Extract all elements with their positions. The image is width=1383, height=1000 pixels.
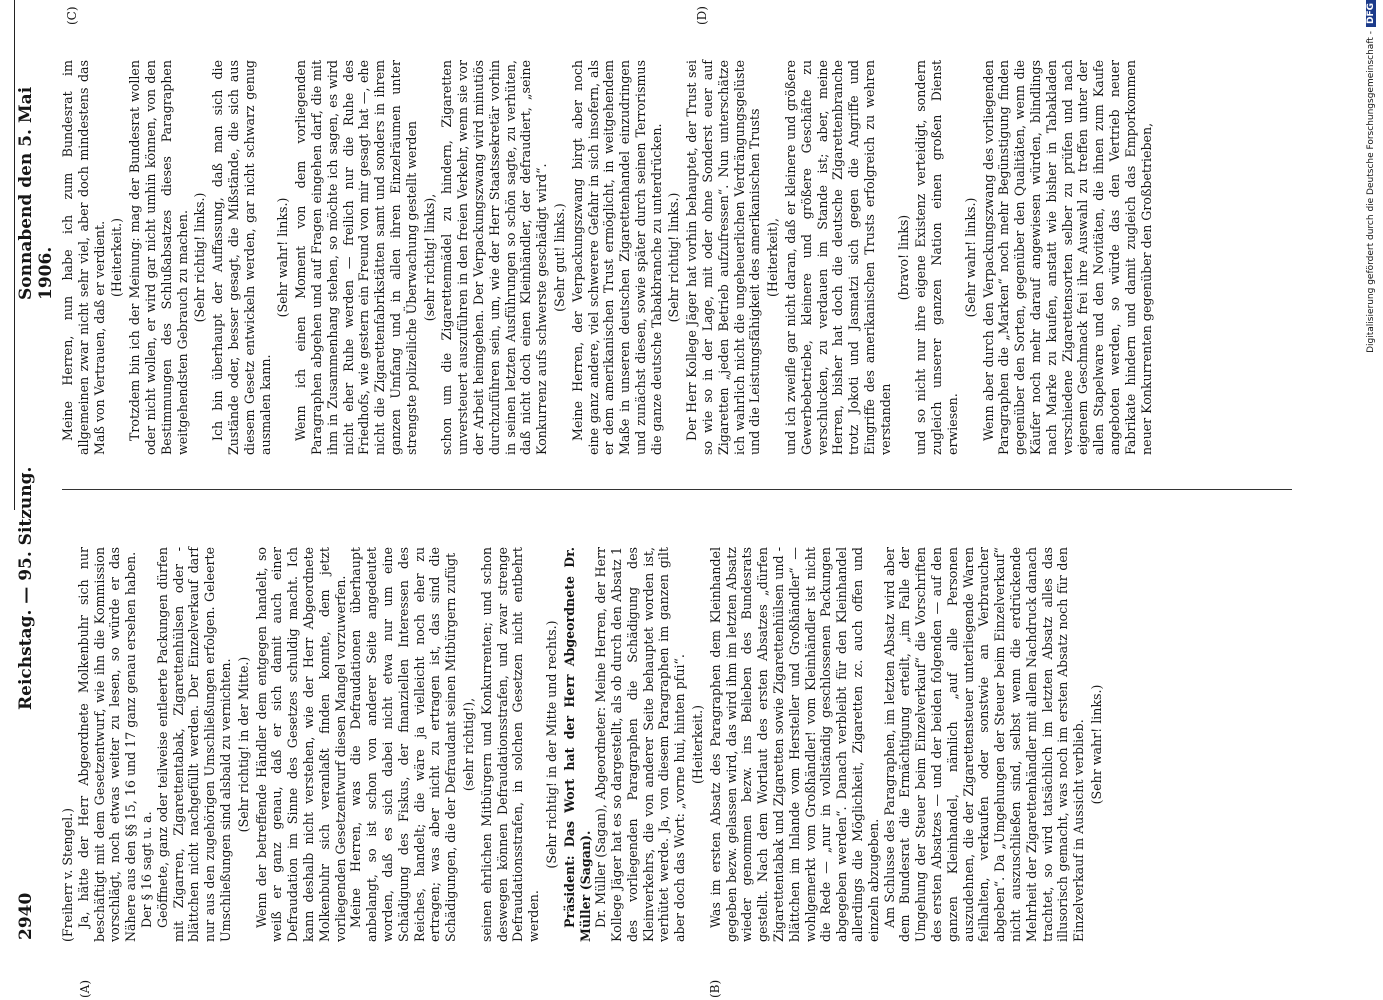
- interjection: (Sehr richtig! links.): [666, 192, 682, 323]
- speaker-line: (Freiherr v. Stengel.): [60, 807, 75, 942]
- credit-text: Digitalisierung gefördert durch die Deutsche Forschungsgemeinschaft -: [1366, 31, 1376, 353]
- interjection: (Sehr wahr! links.): [962, 197, 978, 318]
- paragraph: Was im ersten Absatz des Paragraphen dem Kleinhandel gegeben bezw. gelassen wird, das wird ihm im letzten Absatz wieder genommen bezw. ins Belieben des Bundesrats gestellt. Nach dem Wortlaut des ersten Absatzes „dürfen Zigarettentabak und Zigaretten sowie Zigarettenhülsen und -blättchen im Inlande vom Hersteller und Großhändler“ — wohlgemerkt vom Großhändler! vom Kleinhändler ist nicht die Rede — „nur in vollständig geschlossenen Packungen abgegeben werden“. Danach verbleibt für den Kleinhandel allerdings die Möglichkeit, Zigaretten zc. auch offen und einzeln abzugeben.: [707, 547, 881, 942]
- paragraph: Der Herr Kollege Jäger hat vorhin behauptet, der Trust sei so wie so in der Lage, mit oder ohne Sonderst euer auf Zigaretten „jeden Betrieb aufzufressen“. Nun unterschätze ich wahrlich nicht die ungeheuerlichen Verdrängungsgelüste und die Leistungsfähigkeit des amerikanischen Trusts: [684, 60, 763, 455]
- digitization-credit: [1366, 0, 1382, 1000]
- margin-marker-a: (A): [78, 979, 92, 998]
- paragraph: Am Schlusse des Paragraphen, im letzten Absatz wird aber dem Bundesrat die Ermächtigung erteilt, „im Falle der Umgehung der Steuer beim Einzelverkauf“ die Vorschriften des ersten Absatzes — und der beiden folgenden — auf den ganzen Kleinhandel, nämlich „auf alle Personen auszudehnen, die der Zigarettensteuer unterliegende Waren feilhalten, verkaufen oder sonstwie an Verbraucher abgeben“. Da „Umgehungen der Steuer beim Einzelverkauf“ nicht auszuschließen sind, selbst wenn die erdrückende Mehrheit der Zigarettenhändler mit allem Nachdruck danach trachtet, so wird tatsächlich im letzten Absatz alles das illusorisch gemacht, was noch im ersten Absatz noch für den Einzelverkauf in Aussicht verblieb.: [881, 547, 1087, 942]
- interjection: (bravo! links): [895, 214, 911, 301]
- interjection: (Sehr richtig! links.): [192, 192, 208, 323]
- interjection: (sehr richtig!),: [460, 697, 476, 792]
- left-column: [60, 547, 1107, 942]
- column-divider: [62, 489, 1292, 490]
- interjection: (sehr richtig! links),: [421, 193, 437, 322]
- president-line: Präsident: Das Wort hat der Herr Abgeordnete Dr. Müller (Sagan).: [561, 547, 593, 942]
- interjection: (Heiterkeit.): [690, 705, 706, 784]
- quoted-paragraph: Geöffnete, ganz oder teilweise entleerte Packungen dürfen mit Zigarren, Zigarettentabak, Zigarettenhülsen oder -blättchen nicht nachgefüllt werden. Der Einzelverkauf darf nur aus den zugehörigen Umschließungen erfolgen. Geleerte Umschließungen sind alsbald zu vernichten.: [154, 547, 233, 942]
- interjection: (Sehr gut! links.): [551, 203, 567, 312]
- paragraph: Meine Herren, was die Defraudationen überhaupt anbelangt, so ist schon von anderer Seite angedeutet worden, daß es sich dabei nicht etwa nur um eine Schädigung des Fiskus, der finanziellen Interessen des Reiches, handelt; die wäre ja vielleicht noch eher zu ertragen; was aber nicht zu ertragen ist, das sind die Schädigungen, die der Defraudant seinen Mitbürgern zufügt: [348, 547, 459, 942]
- dfg-logo: DFG: [1366, 0, 1376, 27]
- paragraph: Wenn aber durch den Verpackungszwang des vorliegenden Paragraphen die „Marken“ noch mehr Begünstigung finden gegenüber den Sorten, gegenüber den Qualitäten, wenn die Käufer noch mehr darauf angewiesen würden, blindlings nach Marke zu kaufen, anstatt wie bisher in Tabakladen verschiedene Zigarettensorten selber zu prüfen und nach eigenem Geschmack frei ihre Auswahl zu treffen unter der allen Stapelware und den Novitäten, die ihnen zum Kaufe angeboten werden, so würde das den Vertrieb neuer Fabrikate hindern und damit zugleich das Emporkommen neuer Konkurrenten gegenüber den Großbetrieben,: [980, 60, 1154, 455]
- speaker-paragraph: Dr. Müller (Sagan), Abgeordneter: Meine Herren, der Herr Kollege Jäger hat es so dargestellt, als ob durch den Absatz 1 des vorliegenden Paragraphen die Schädigung des Kleinverkehrs, die von anderer Seite behauptet worden ist, verhütet werde. Ja, von diesem Paragraphen im ganzen gilt aber doch das Wort: „vorne hui, hinten pfui“.: [593, 547, 688, 942]
- paragraph: schon um die Zigarettenmädel zu hindern, Zigaretten unversteuert auszuführen in den freien Verkehr, wenn sie vor der Arbeit heimgehen. Der Verpackungszwang wird minutiös durchzuführen sein, um, wie der Herr Staatssekretär vorhin in seinen letzten Ausführungen so schön sagte, zu verhüten, daß nicht doch einen Kleinhändler, der defraudiert, „seine Konkurrenz aufs schwerste geschädigt wird“.: [439, 60, 550, 455]
- interjection: (Sehr wahr! links.): [275, 197, 291, 318]
- interjection: (Sehr richtig! in der Mitte und rechts.): [543, 620, 559, 869]
- margin-marker-d: (D): [695, 6, 709, 25]
- paragraph: Ja, hätte der Herr Abgeordnete Molkenbuhr sich nur beschäftigt mit dem Gesetzentwurf, wie ihn die Kommission vorschlägt, noch etwas weiter zu lesen, so würde er das Nähere aus den §§ 15, 16 und 17 ganz genau ersehen haben.: [75, 547, 139, 942]
- interjection: (Sehr richtig! in der Mitte.): [235, 656, 251, 833]
- paragraph: Ich bin überhaupt der Auffassung, daß man sich die Zustände oder, besser gesagt, die Mißstände, die sich aus diesem Gesetz entwickeln werden, gar nicht schwarz genug ausmalen kann.: [210, 60, 273, 455]
- session-title: Reichstag. — 95. Sitzung.: [16, 466, 36, 710]
- paragraph: Trotzdem bin ich der Meinung: mag der Bundesrat wollen oder nicht wollen, er wird gar nicht umhin können, von den Bestimmungen des Schlußabsatzes dieses Paragraphen weitgehendsten Gebrauch zu machen.: [127, 60, 190, 455]
- page-header: [16, 45, 56, 940]
- paragraph: Meine Herren, nun habe ich zum Bundesrat im allgemeinen zwar nicht sehr viel, aber doch mindestens das Maß von Vertrauen, daß er verdient.: [60, 60, 107, 455]
- session-date: Sonnabend den 5. Mai 1906.: [16, 86, 56, 300]
- right-column: [60, 60, 1154, 455]
- paragraph: seinen ehrlichen Mitbürgern und Konkurrenten; und schon deswegen können Defraudationsstrafen, und zwar strenge Defraudationsstrafen, in solchen Gesetzen nicht entbehrt werden.: [478, 547, 542, 942]
- paragraph: Wenn ich einen Moment von dem vorliegenden Paragraphen abgehen und auf Fragen eingehen darf, die mit ihm in Zusammenhang stehen, so möchte ich sagen, es wird nicht eher Ruhe werden — freilich nur die Ruhe des Friedhofs, wie gestern ein Freund von mir gesagt hat —, ehe nicht die Zigarettenfabrikstätten samt und sonders in ihrem ganzen Umfang und in allen ihren Einzelräumen unter strengste polizeiliche Überwachung gestellt werden: [293, 60, 419, 455]
- paragraph: und so nicht nur ihre eigene Existenz verteidigt, sondern zugleich unserer ganzen Nation einen großen Dienst erwiesen.: [913, 60, 961, 455]
- paragraph: Wenn der betreffende Händler dem entgegen handelt, so weiß er ganz genau, daß er sich damit auch einer Defraudation im Sinne des Gesetzes schuldig macht. Ich kann deshalb nicht verstehen, wie der Herr Abgeordnete Molkenbuhr sich veranlaßt finden konnte, dem jetzt vorliegenden Gesetzentwurf diesen Mangel vorzuwerfen.: [253, 547, 348, 942]
- margin-marker-b: (B): [708, 979, 722, 998]
- paragraph: Der § 16 sagt u. a.: [138, 811, 154, 928]
- interjection: (Heiterkeit),: [765, 218, 781, 297]
- top-rule: [14, 0, 15, 510]
- paragraph: und ich zweifle gar nicht daran, daß er kleinere und größere Gewerbebetriebe, kleinere und größere Geschäfte zu verschlucken, zu verdauen im Stande ist; aber, meine Herren, bisher hat doch die deutsche Zigarettenbranche trotz Jokoti und Jasmatzi sich gegen die Angriffe und Eingriffe des amerikanischen Trusts erfolgreich zu wehren verstanden: [783, 60, 893, 455]
- page-number: 2940: [16, 892, 36, 940]
- interjection: (Sehr wahr! links.): [1089, 684, 1104, 805]
- interjection: (Heiterkeit.): [109, 218, 125, 297]
- paragraph: Meine Herren, der Verpackungszwang birgt aber noch eine ganz andere, viel schwerere Gefahr in sich insofern, als er dem amerikanischen Trust ermöglicht, in weitgehendem Maße in unseren deutschen Zigarettenhandel einzudringen und zunächst diesen, sowie später durch seinen Terrorismus die ganze deutsche Tabakbranche zu unterdrücken.: [569, 60, 664, 455]
- margin-marker-c: (C): [65, 6, 79, 25]
